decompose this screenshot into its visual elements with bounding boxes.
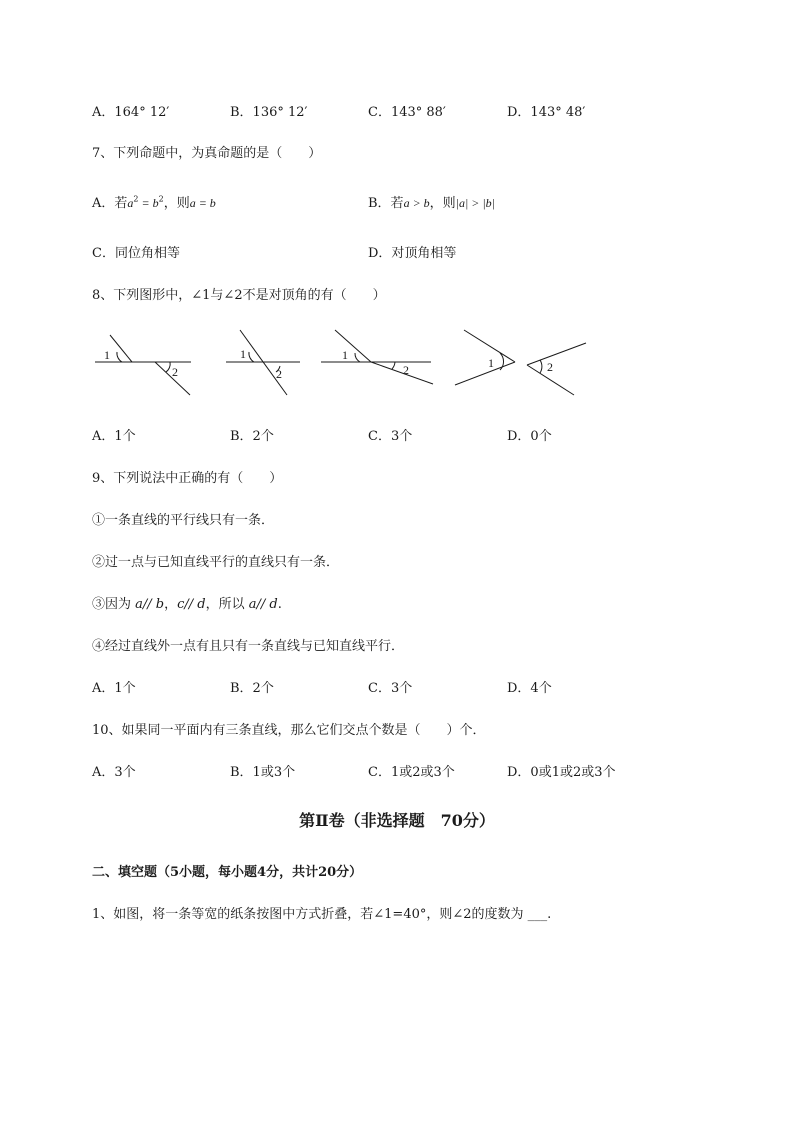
q8-fig4-label-1: 1 [488, 356, 494, 370]
q8-figure-2 [226, 330, 300, 395]
q8-fig3-label-2: 2 [403, 363, 409, 377]
q6-option-b: B．136° 12′ [230, 105, 308, 120]
q10-option-d: D．0或1或2或3个 [507, 765, 616, 780]
q8-option-d: D．0个 [507, 429, 552, 444]
q6-option-d: D．143° 48′ [507, 105, 586, 120]
q10-option-a: A．3个 [92, 765, 136, 780]
q9-statement-2: ②过一点与已知直线平行的直线只有一条． [92, 555, 340, 570]
q9-statement-1: ①一条直线的平行线只有一条． [92, 513, 275, 528]
q8-fig1-label-1: 1 [104, 348, 110, 362]
q9-stem: 9、下列说法中正确的有（ ） [92, 471, 283, 486]
fill-question-1: 1、如图，将一条等宽的纸条按图中方式折叠，若∠1=40°，则∠2的度数为 ___. [92, 907, 552, 922]
q9-option-c: C．3个 [368, 681, 413, 696]
q8-stem: 8、下列图形中，∠1与∠2不是对顶角的有（ ） [92, 288, 386, 303]
q9-option-d: D．4个 [507, 681, 552, 696]
q7-option-b: B．若a > b，则|a| > |b| [368, 196, 495, 211]
q9-statement-4: ④经过直线外一点有且只有一条直线与已知直线平行． [92, 639, 405, 654]
q8-option-a: A．1个 [92, 429, 136, 444]
part2-title: 第Ⅱ卷（非选择题 70分） [299, 811, 495, 830]
q8-figures [0, 0, 794, 420]
q8-fig4-label-2: 2 [547, 360, 553, 374]
q10-option-c: C．1或2或3个 [368, 765, 455, 780]
q6-option-c: C．143° 88′ [368, 105, 446, 120]
q9-option-b: B．2个 [230, 681, 274, 696]
q8-fig1-label-2: 2 [172, 365, 178, 379]
q8-fig3-label-1: 1 [342, 348, 348, 362]
q8-figure-3 [321, 330, 433, 384]
q8-fig2-label-1: 1 [240, 347, 246, 361]
q8-option-c: C．3个 [368, 429, 413, 444]
section2-heading: 二、填空题（5小题，每小题4分，共计20分） [92, 865, 363, 880]
q7-option-d: D．对顶角相等 [368, 246, 457, 261]
q10-stem: 10、如果同一平面内有三条直线，那么它们交点个数是（ ）个． [92, 723, 486, 738]
q6-option-a: A．164° 12′ [92, 105, 170, 120]
q9-option-a: A．1个 [92, 681, 136, 696]
q8-fig2-label-2: 2 [276, 367, 282, 381]
q7-option-c: C．同位角相等 [92, 246, 180, 261]
q9-statement-3: ③因为 a// b，c// d，所以 a// d. [92, 597, 282, 612]
q8-option-b: B．2个 [230, 429, 274, 444]
q10-option-b: B．1或3个 [230, 765, 296, 780]
q7-option-a: A．若$a^2 = b^2$，则a = b [92, 194, 216, 211]
q7-stem: 7、下列命题中，为真命题的是（ ） [92, 146, 322, 161]
q8-figure-4 [455, 330, 586, 395]
